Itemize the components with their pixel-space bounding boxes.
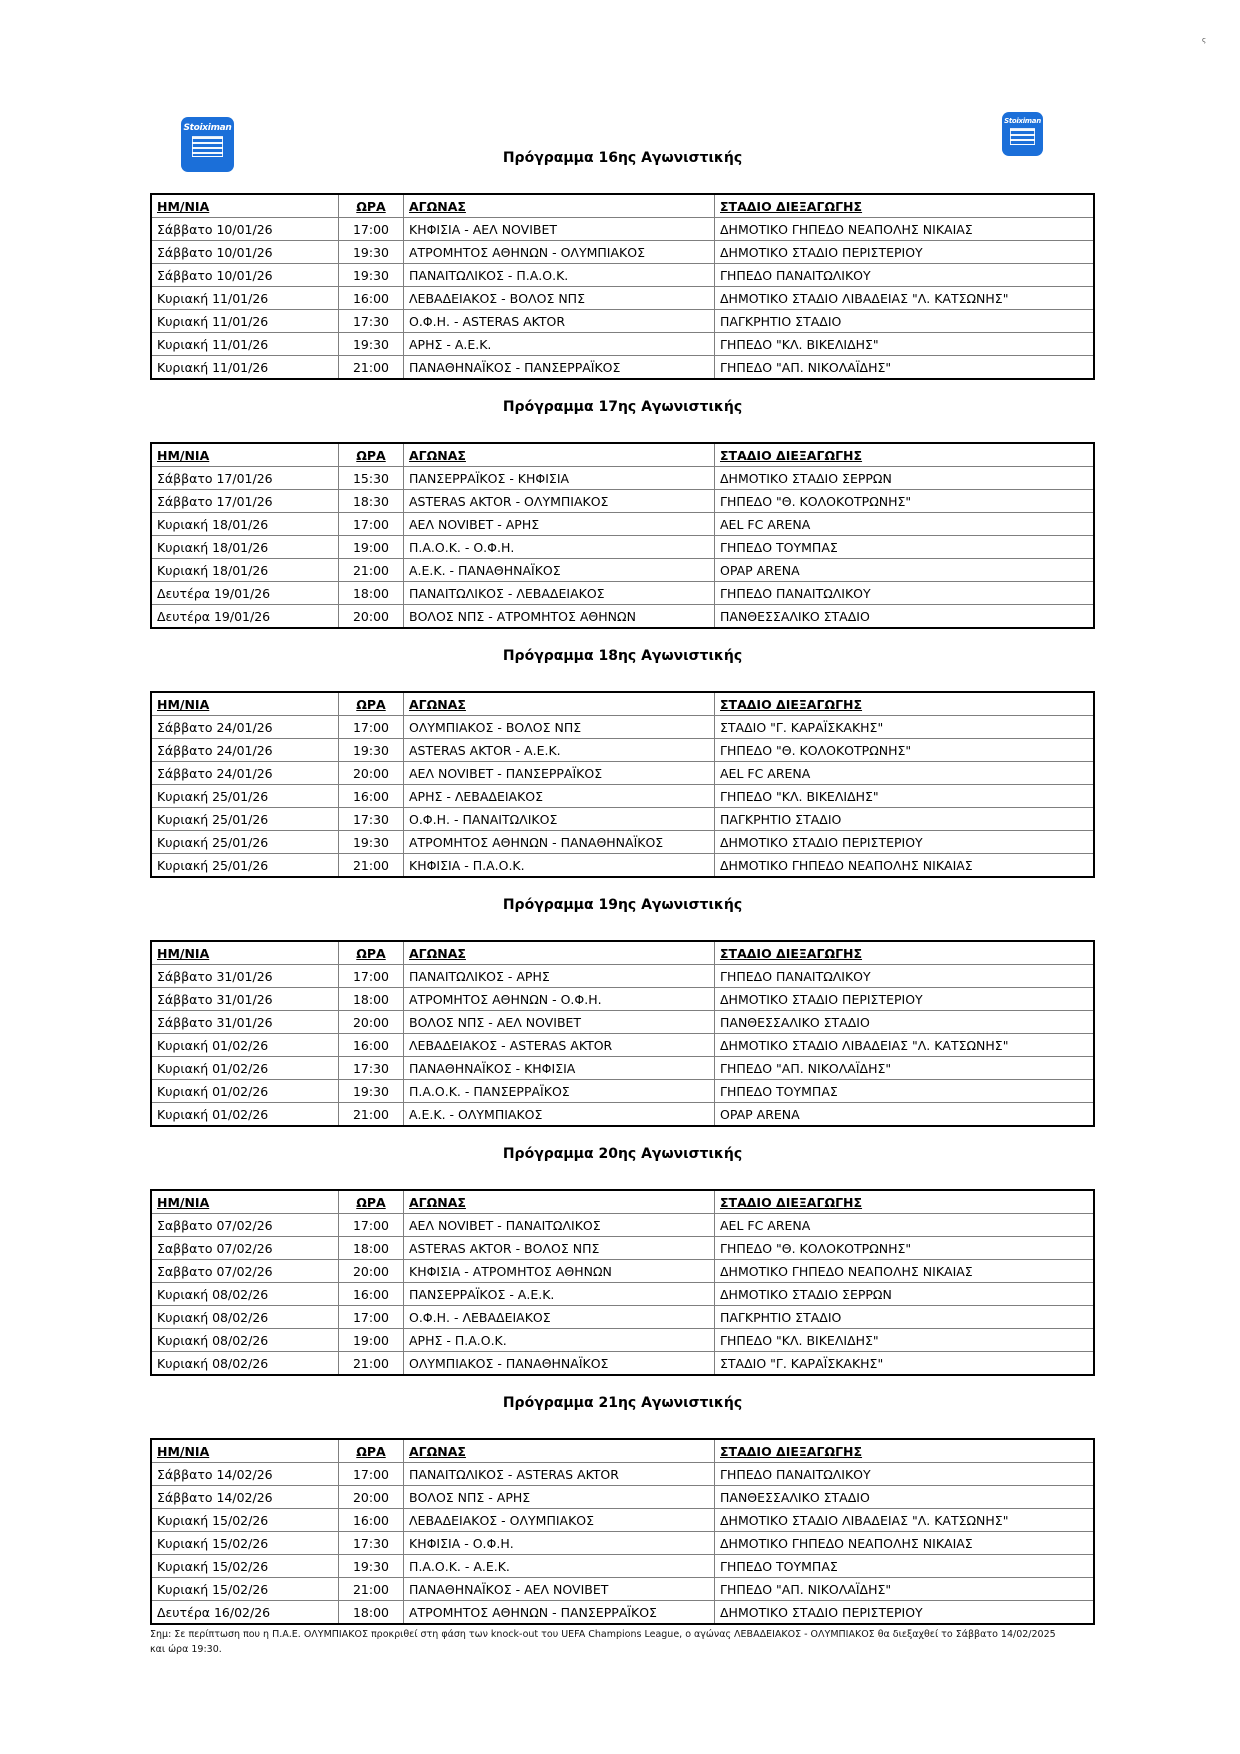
col-header-match: ΑΓΩΝΑΣ: [404, 1439, 715, 1463]
fixture-row: [151, 1214, 1094, 1237]
fixture-match-cell: Α.Ε.Κ. - ΟΛΥΜΠΙΑΚΟΣ: [404, 1103, 715, 1127]
fixture-time-cell: 19:30: [339, 264, 404, 287]
fixture-row: [151, 356, 1094, 380]
fixture-row: [151, 1463, 1094, 1486]
fixture-time-cell: 17:30: [339, 808, 404, 831]
col-header-time: ΩΡΑ: [339, 941, 404, 965]
fixture-date-cell: Σάββατο 10/01/26: [151, 241, 339, 264]
fixture-date-cell: Σάββατο 14/02/26: [151, 1486, 339, 1509]
fixture-stadium-cell: ΔΗΜΟΤΙΚΟ ΓΗΠΕΔΟ ΝΕΑΠΟΛΗΣ ΝΙΚΑΙΑΣ: [715, 854, 1095, 878]
fixture-time-cell: 19:30: [339, 739, 404, 762]
fixture-stadium-cell: ΠΑΝΘΕΣΣΑΛΙΚΟ ΣΤΑΔΙΟ: [715, 1486, 1095, 1509]
fixture-date-cell: Δευτέρα 16/02/26: [151, 1601, 339, 1625]
fixture-stadium-cell: AEL FC ARENA: [715, 513, 1095, 536]
section-title: Πρόγραμμα 17ης Αγωνιστικής: [502, 399, 743, 415]
fixture-row: [151, 1283, 1094, 1306]
fixture-stadium-cell: ΔΗΜΟΤΙΚΟ ΓΗΠΕΔΟ ΝΕΑΠΟΛΗΣ ΝΙΚΑΙΑΣ: [715, 1532, 1095, 1555]
matchday-section: [150, 1146, 1095, 1376]
fixture-stadium-cell: ΓΗΠΕΔΟ ΠΑΝΑΙΤΩΛΙΚΟΥ: [715, 1463, 1095, 1486]
header-row: [151, 443, 1094, 467]
fixture-match-cell: Ο.Φ.Η. - ΠΑΝΑΙΤΩΛΙΚΟΣ: [404, 808, 715, 831]
matchday-section: [150, 399, 1095, 629]
fixture-match-cell: ΑΤΡΟΜΗΤΟΣ ΑΘΗΝΩΝ - Ο.Φ.Η.: [404, 988, 715, 1011]
fixture-match-cell: ΛΕΒΑΔΕΙΑΚΟΣ - ASTERAS AKTOR: [404, 1034, 715, 1057]
fixture-time-cell: 19:30: [339, 831, 404, 854]
fixture-stadium-cell: ΓΗΠΕΔΟ "ΚΛ. ΒΙΚΕΛΙΔΗΣ": [715, 1329, 1095, 1352]
fixture-match-cell: Α.Ε.Κ. - ΠΑΝΑΘΗΝΑΪΚΟΣ: [404, 559, 715, 582]
fixture-time-cell: 16:00: [339, 785, 404, 808]
schedule-document: [150, 150, 1095, 1657]
fixture-row: [151, 218, 1094, 241]
fixture-match-cell: ΠΑΝΑΙΤΩΛΙΚΟΣ - Π.Α.Ο.Κ.: [404, 264, 715, 287]
fixture-stadium-cell: ΔΗΜΟΤΙΚΟ ΣΤΑΔΙΟ ΣΕΡΡΩΝ: [715, 1283, 1095, 1306]
fixture-time-cell: 18:00: [339, 1237, 404, 1260]
fixture-match-cell: Π.Α.Ο.Κ. - ΠΑΝΣΕΡΡΑΪΚΟΣ: [404, 1080, 715, 1103]
fixture-date-cell: Σάββατο 24/01/26: [151, 716, 339, 739]
fixture-match-cell: Ο.Φ.Η. - ΛΕΒΑΔΕΙΑΚΟΣ: [404, 1306, 715, 1329]
fixture-row: [151, 831, 1094, 854]
fixture-match-cell: ΑΡΗΣ - ΛΕΒΑΔΕΙΑΚΟΣ: [404, 785, 715, 808]
fixture-stadium-cell: ΔΗΜΟΤΙΚΟ ΣΤΑΔΙΟ ΠΕΡΙΣΤΕΡΙΟΥ: [715, 1601, 1095, 1625]
fixture-stadium-cell: ΔΗΜΟΤΙΚΟ ΣΤΑΔΙΟ ΠΕΡΙΣΤΕΡΙΟΥ: [715, 988, 1095, 1011]
fixture-time-cell: 15:30: [339, 467, 404, 490]
col-header-date: ΗΜ/ΝΙΑ: [151, 692, 339, 716]
col-header-match: ΑΓΩΝΑΣ: [404, 692, 715, 716]
fixture-time-cell: 17:00: [339, 716, 404, 739]
fixture-match-cell: Ο.Φ.Η. - ASTERAS AKTOR: [404, 310, 715, 333]
col-header-match: ΑΓΩΝΑΣ: [404, 1190, 715, 1214]
fixture-row: [151, 1601, 1094, 1625]
fixture-date-cell: Σάββατο 17/01/26: [151, 490, 339, 513]
fixture-time-cell: 21:00: [339, 1103, 404, 1127]
fixture-stadium-cell: ΓΗΠΕΔΟ "ΚΛ. ΒΙΚΕΛΙΔΗΣ": [715, 333, 1095, 356]
fixture-stadium-cell: ΔΗΜΟΤΙΚΟ ΣΤΑΔΙΟ ΛΙΒΑΔΕΙΑΣ "Λ. ΚΑΤΣΩΝΗΣ": [715, 1509, 1095, 1532]
fixture-stadium-cell: OPAP ARENA: [715, 1103, 1095, 1127]
fixture-time-cell: 19:30: [339, 1555, 404, 1578]
fixture-match-cell: ΑΕΛ NOVIBET - ΑΡΗΣ: [404, 513, 715, 536]
fixture-row: [151, 1555, 1094, 1578]
stoiximan-wordmark: Stoiximan: [183, 123, 232, 133]
fixture-stadium-cell: ΓΗΠΕΔΟ "Θ. ΚΟΛΟΚΟΤΡΩΝΗΣ": [715, 739, 1095, 762]
fixture-time-cell: 20:00: [339, 1260, 404, 1283]
fixture-stadium-cell: AEL FC ARENA: [715, 762, 1095, 785]
col-header-match: ΑΓΩΝΑΣ: [404, 443, 715, 467]
fixture-match-cell: ΚΗΦΙΣΙΑ - ΑΤΡΟΜΗΤΟΣ ΑΘΗΝΩΝ: [404, 1260, 715, 1283]
fixture-row: [151, 1352, 1094, 1376]
fixture-row: [151, 1034, 1094, 1057]
fixture-time-cell: 20:00: [339, 762, 404, 785]
section-title: Πρόγραμμα 16ης Αγωνιστικής: [502, 150, 743, 166]
fixture-row: [151, 467, 1094, 490]
fixture-stadium-cell: ΓΗΠΕΔΟ "ΑΠ. ΝΙΚΟΛΑΪΔΗΣ": [715, 356, 1095, 380]
header-row: [151, 1439, 1094, 1463]
fixture-row: [151, 1509, 1094, 1532]
fixture-date-cell: Σάββατο 31/01/26: [151, 965, 339, 988]
fixture-time-cell: 21:00: [339, 854, 404, 878]
fixture-date-cell: Σάββατο 17/01/26: [151, 467, 339, 490]
fixture-row: [151, 490, 1094, 513]
fixture-time-cell: 19:00: [339, 536, 404, 559]
fixture-date-cell: Κυριακή 01/02/26: [151, 1103, 339, 1127]
fixture-match-cell: ΑΕΛ NOVIBET - ΠΑΝΑΙΤΩΛΙΚΟΣ: [404, 1214, 715, 1237]
fixture-match-cell: ΚΗΦΙΣΙΑ - Ο.Φ.Η.: [404, 1532, 715, 1555]
col-header-date: ΗΜ/ΝΙΑ: [151, 194, 339, 218]
fixture-row: [151, 739, 1094, 762]
fixture-row: [151, 241, 1094, 264]
fixture-stadium-cell: ΔΗΜΟΤΙΚΟ ΣΤΑΔΙΟ ΠΕΡΙΣΤΕΡΙΟΥ: [715, 831, 1095, 854]
fixture-stadium-cell: ΠΑΓΚΡΗΤΙΟ ΣΤΑΔΙΟ: [715, 310, 1095, 333]
fixture-stadium-cell: ΠΑΓΚΡΗΤΙΟ ΣΤΑΔΙΟ: [715, 808, 1095, 831]
fixture-time-cell: 20:00: [339, 1011, 404, 1034]
fixture-row: [151, 1260, 1094, 1283]
fixture-date-cell: Σάββατο 24/01/26: [151, 762, 339, 785]
fixture-date-cell: Κυριακή 18/01/26: [151, 536, 339, 559]
fixture-date-cell: Σάββατο 10/01/26: [151, 218, 339, 241]
fixture-date-cell: Κυριακή 15/02/26: [151, 1555, 339, 1578]
header-row: [151, 692, 1094, 716]
col-header-match: ΑΓΩΝΑΣ: [404, 194, 715, 218]
fixture-stadium-cell: ΓΗΠΕΔΟ ΠΑΝΑΙΤΩΛΙΚΟΥ: [715, 582, 1095, 605]
fixture-row: [151, 605, 1094, 629]
fixture-stadium-cell: ΣΤΑΔΙΟ "Γ. ΚΑΡΑΪΣΚΑΚΗΣ": [715, 1352, 1095, 1376]
betting-slip-icon: [1010, 128, 1034, 145]
fixture-time-cell: 19:30: [339, 333, 404, 356]
fixture-time-cell: 19:30: [339, 241, 404, 264]
fixture-stadium-cell: ΓΗΠΕΔΟ ΤΟΥΜΠΑΣ: [715, 536, 1095, 559]
fixture-stadium-cell: ΠΑΓΚΡΗΤΙΟ ΣΤΑΔΙΟ: [715, 1306, 1095, 1329]
fixture-match-cell: ΒΟΛΟΣ ΝΠΣ - ΑΡΗΣ: [404, 1486, 715, 1509]
fixture-match-cell: ΟΛΥΜΠΙΑΚΟΣ - ΠΑΝΑΘΗΝΑΪΚΟΣ: [404, 1352, 715, 1376]
fixture-stadium-cell: ΓΗΠΕΔΟ "ΑΠ. ΝΙΚΟΛΑΪΔΗΣ": [715, 1057, 1095, 1080]
fixture-stadium-cell: ΠΑΝΘΕΣΣΑΛΙΚΟ ΣΤΑΔΙΟ: [715, 605, 1095, 629]
fixture-date-cell: Κυριακή 15/02/26: [151, 1532, 339, 1555]
fixture-date-cell: Σάββατο 10/01/26: [151, 264, 339, 287]
col-header-time: ΩΡΑ: [339, 1190, 404, 1214]
fixture-row: [151, 513, 1094, 536]
fixture-time-cell: 20:00: [339, 1486, 404, 1509]
header-row: [151, 941, 1094, 965]
fixture-match-cell: ΠΑΝΣΕΡΡΑΪΚΟΣ - Α.Ε.Κ.: [404, 1283, 715, 1306]
fixture-stadium-cell: ΣΤΑΔΙΟ "Γ. ΚΑΡΑΪΣΚΑΚΗΣ": [715, 716, 1095, 739]
fixture-match-cell: ASTERAS AKTOR - Α.Ε.Κ.: [404, 739, 715, 762]
fixture-match-cell: ΛΕΒΑΔΕΙΑΚΟΣ - ΒΟΛΟΣ ΝΠΣ: [404, 287, 715, 310]
fixture-date-cell: Κυριακή 11/01/26: [151, 287, 339, 310]
fixture-time-cell: 17:00: [339, 1306, 404, 1329]
fixture-match-cell: ΠΑΝΑΘΗΝΑΪΚΟΣ - ΠΑΝΣΕΡΡΑΪΚΟΣ: [404, 356, 715, 380]
matchday-section: [150, 1395, 1095, 1625]
fixture-time-cell: 16:00: [339, 1509, 404, 1532]
fixture-date-cell: Κυριακή 01/02/26: [151, 1057, 339, 1080]
fixture-row: [151, 1306, 1094, 1329]
fixture-row: [151, 310, 1094, 333]
fixture-time-cell: 17:00: [339, 965, 404, 988]
fixture-date-cell: Δευτέρα 19/01/26: [151, 605, 339, 629]
col-header-time: ΩΡΑ: [339, 443, 404, 467]
section-title: Πρόγραμμα 21ης Αγωνιστικής: [502, 1395, 743, 1411]
fixture-row: [151, 1237, 1094, 1260]
col-header-stadium: ΣΤΑΔΙΟ ΔΙΕΞΑΓΩΓΗΣ: [715, 692, 1095, 716]
fixture-match-cell: ΑΡΗΣ - Π.Α.Ο.Κ.: [404, 1329, 715, 1352]
fixtures-table: [150, 193, 1095, 380]
section-title: Πρόγραμμα 20ης Αγωνιστικής: [502, 1146, 743, 1162]
fixture-stadium-cell: ΓΗΠΕΔΟ ΠΑΝΑΙΤΩΛΙΚΟΥ: [715, 965, 1095, 988]
fixture-stadium-cell: OPAP ARENA: [715, 559, 1095, 582]
fixtures-table: [150, 691, 1095, 878]
fixture-date-cell: Σάββατο 14/02/26: [151, 1463, 339, 1486]
fixture-stadium-cell: ΔΗΜΟΤΙΚΟ ΣΤΑΔΙΟ ΠΕΡΙΣΤΕΡΙΟΥ: [715, 241, 1095, 264]
fixture-row: [151, 965, 1094, 988]
fixture-row: [151, 1532, 1094, 1555]
fixture-match-cell: ΑΤΡΟΜΗΤΟΣ ΑΘΗΝΩΝ - ΠΑΝΣΕΡΡΑΪΚΟΣ: [404, 1601, 715, 1625]
fixture-row: [151, 1057, 1094, 1080]
fixture-time-cell: 17:00: [339, 1214, 404, 1237]
fixture-row: [151, 785, 1094, 808]
fixture-match-cell: ΑΤΡΟΜΗΤΟΣ ΑΘΗΝΩΝ - ΠΑΝΑΘΗΝΑΪΚΟΣ: [404, 831, 715, 854]
fixture-time-cell: 16:00: [339, 1034, 404, 1057]
fixture-time-cell: 21:00: [339, 356, 404, 380]
fixture-time-cell: 18:00: [339, 582, 404, 605]
fixture-row: [151, 716, 1094, 739]
fixture-stadium-cell: ΔΗΜΟΤΙΚΟ ΣΤΑΔΙΟ ΛΙΒΑΔΕΙΑΣ "Λ. ΚΑΤΣΩΝΗΣ": [715, 1034, 1095, 1057]
fixture-date-cell: Κυριακή 25/01/26: [151, 854, 339, 878]
fixture-stadium-cell: ΓΗΠΕΔΟ ΤΟΥΜΠΑΣ: [715, 1555, 1095, 1578]
fixture-row: [151, 582, 1094, 605]
fixture-row: [151, 536, 1094, 559]
fixture-match-cell: ΠΑΝΑΙΤΩΛΙΚΟΣ - ΛΕΒΑΔΕΙΑΚΟΣ: [404, 582, 715, 605]
fixture-date-cell: Κυριακή 11/01/26: [151, 356, 339, 380]
fixture-time-cell: 17:00: [339, 218, 404, 241]
matchday-section: [150, 150, 1095, 380]
fixture-match-cell: ΠΑΝΣΕΡΡΑΪΚΟΣ - ΚΗΦΙΣΙΑ: [404, 467, 715, 490]
fixture-row: [151, 1329, 1094, 1352]
fixture-stadium-cell: ΔΗΜΟΤΙΚΟ ΓΗΠΕΔΟ ΝΕΑΠΟΛΗΣ ΝΙΚΑΙΑΣ: [715, 218, 1095, 241]
fixtures-table: [150, 940, 1095, 1127]
matchday-sections: [150, 150, 1095, 1625]
fixture-match-cell: Π.Α.Ο.Κ. - Α.Ε.Κ.: [404, 1555, 715, 1578]
col-header-stadium: ΣΤΑΔΙΟ ΔΙΕΞΑΓΩΓΗΣ: [715, 941, 1095, 965]
fixture-row: [151, 559, 1094, 582]
col-header-date: ΗΜ/ΝΙΑ: [151, 443, 339, 467]
fixture-time-cell: 17:30: [339, 310, 404, 333]
fixture-date-cell: Σάββατο 31/01/26: [151, 988, 339, 1011]
col-header-time: ΩΡΑ: [339, 194, 404, 218]
fixture-match-cell: ΑΡΗΣ - Α.Ε.Κ.: [404, 333, 715, 356]
page-corner-mark: ς: [1202, 36, 1207, 44]
footnote-line: και ώρα 19:30.: [150, 1644, 222, 1655]
fixture-stadium-cell: ΓΗΠΕΔΟ ΠΑΝΑΙΤΩΛΙΚΟΥ: [715, 264, 1095, 287]
fixture-match-cell: ASTERAS AKTOR - ΟΛΥΜΠΙΑΚΟΣ: [404, 490, 715, 513]
matchday-section: [150, 897, 1095, 1127]
fixture-date-cell: Κυριακή 08/02/26: [151, 1329, 339, 1352]
fixture-date-cell: Κυριακή 15/02/26: [151, 1509, 339, 1532]
fixture-date-cell: Κυριακή 18/01/26: [151, 559, 339, 582]
section-title: Πρόγραμμα 19ης Αγωνιστικής: [502, 897, 743, 913]
fixture-time-cell: 18:30: [339, 490, 404, 513]
fixture-date-cell: Κυριακή 08/02/26: [151, 1352, 339, 1376]
fixture-match-cell: ΛΕΒΑΔΕΙΑΚΟΣ - ΟΛΥΜΠΙΑΚΟΣ: [404, 1509, 715, 1532]
fixture-time-cell: 21:00: [339, 1352, 404, 1376]
fixtures-table: [150, 1438, 1095, 1625]
fixture-time-cell: 19:30: [339, 1080, 404, 1103]
fixture-date-cell: Δευτέρα 19/01/26: [151, 582, 339, 605]
fixture-date-cell: Σαββατο 07/02/26: [151, 1214, 339, 1237]
col-header-stadium: ΣΤΑΔΙΟ ΔΙΕΞΑΓΩΓΗΣ: [715, 1190, 1095, 1214]
fixture-date-cell: Κυριακή 25/01/26: [151, 831, 339, 854]
fixture-date-cell: Κυριακή 01/02/26: [151, 1080, 339, 1103]
col-header-date: ΗΜ/ΝΙΑ: [151, 1190, 339, 1214]
fixture-time-cell: 21:00: [339, 559, 404, 582]
fixture-stadium-cell: ΓΗΠΕΔΟ "Θ. ΚΟΛΟΚΟΤΡΩΝΗΣ": [715, 1237, 1095, 1260]
fixture-date-cell: Κυριακή 15/02/26: [151, 1578, 339, 1601]
fixture-row: [151, 1080, 1094, 1103]
fixture-time-cell: 17:30: [339, 1057, 404, 1080]
fixture-date-cell: Κυριακή 11/01/26: [151, 310, 339, 333]
fixture-match-cell: ΒΟΛΟΣ ΝΠΣ - ΑΕΛ NOVIBET: [404, 1011, 715, 1034]
fixture-row: [151, 1578, 1094, 1601]
fixture-match-cell: ASTERAS AKTOR - ΒΟΛΟΣ ΝΠΣ: [404, 1237, 715, 1260]
fixture-row: [151, 808, 1094, 831]
fixture-date-cell: Κυριακή 18/01/26: [151, 513, 339, 536]
col-header-date: ΗΜ/ΝΙΑ: [151, 1439, 339, 1463]
col-header-time: ΩΡΑ: [339, 692, 404, 716]
fixture-match-cell: ΠΑΝΑΙΤΩΛΙΚΟΣ - ASTERAS AKTOR: [404, 1463, 715, 1486]
col-header-time: ΩΡΑ: [339, 1439, 404, 1463]
fixture-row: [151, 1486, 1094, 1509]
fixture-time-cell: 18:00: [339, 988, 404, 1011]
fixture-match-cell: ΑΤΡΟΜΗΤΟΣ ΑΘΗΝΩΝ - ΟΛΥΜΠΙΑΚΟΣ: [404, 241, 715, 264]
fixture-date-cell: Κυριακή 25/01/26: [151, 808, 339, 831]
footnote-line: Σημ: Σε περίπτωση που η Π.Α.Ε. ΟΛΥΜΠΙΑΚΟΣ προκριθεί στη φάση των knock-out του UEFA Champions League, ο αγώνας ΛΕΒΑΔΕΙΑΚΟΣ - ΟΛΥΜΠΙΑΚΟΣ θα διεξαχθεί το Σάββατο 14/02/2025: [150, 1629, 1056, 1640]
fixture-date-cell: Κυριακή 08/02/26: [151, 1283, 339, 1306]
matchday-section: [150, 648, 1095, 878]
fixtures-table: [150, 442, 1095, 629]
fixture-match-cell: ΑΕΛ NOVIBET - ΠΑΝΣΕΡΡΑΪΚΟΣ: [404, 762, 715, 785]
fixture-match-cell: ΒΟΛΟΣ ΝΠΣ - ΑΤΡΟΜΗΤΟΣ ΑΘΗΝΩΝ: [404, 605, 715, 629]
fixture-date-cell: Κυριακή 01/02/26: [151, 1034, 339, 1057]
fixture-match-cell: ΟΛΥΜΠΙΑΚΟΣ - ΒΟΛΟΣ ΝΠΣ: [404, 716, 715, 739]
fixture-time-cell: 18:00: [339, 1601, 404, 1625]
section-title: Πρόγραμμα 18ης Αγωνιστικής: [502, 648, 743, 664]
fixture-time-cell: 21:00: [339, 1578, 404, 1601]
fixture-row: [151, 988, 1094, 1011]
fixture-date-cell: Κυριακή 08/02/26: [151, 1306, 339, 1329]
fixture-stadium-cell: ΠΑΝΘΕΣΣΑΛΙΚΟ ΣΤΑΔΙΟ: [715, 1011, 1095, 1034]
fixture-match-cell: ΚΗΦΙΣΙΑ - ΑΕΛ NOVIBET: [404, 218, 715, 241]
fixture-row: [151, 854, 1094, 878]
fixture-match-cell: ΠΑΝΑΘΗΝΑΪΚΟΣ - ΑΕΛ NOVIBET: [404, 1578, 715, 1601]
col-header-stadium: ΣΤΑΔΙΟ ΔΙΕΞΑΓΩΓΗΣ: [715, 1439, 1095, 1463]
footnote: [150, 1627, 1095, 1657]
fixture-date-cell: Σάββατο 24/01/26: [151, 739, 339, 762]
fixture-row: [151, 762, 1094, 785]
fixture-row: [151, 264, 1094, 287]
fixture-row: [151, 287, 1094, 310]
fixture-date-cell: Κυριακή 25/01/26: [151, 785, 339, 808]
fixture-stadium-cell: ΓΗΠΕΔΟ ΤΟΥΜΠΑΣ: [715, 1080, 1095, 1103]
fixture-time-cell: 17:00: [339, 513, 404, 536]
fixture-row: [151, 333, 1094, 356]
fixture-stadium-cell: ΔΗΜΟΤΙΚΟ ΓΗΠΕΔΟ ΝΕΑΠΟΛΗΣ ΝΙΚΑΙΑΣ: [715, 1260, 1095, 1283]
header-row: [151, 1190, 1094, 1214]
col-header-stadium: ΣΤΑΔΙΟ ΔΙΕΞΑΓΩΓΗΣ: [715, 443, 1095, 467]
fixture-time-cell: 17:00: [339, 1463, 404, 1486]
fixture-time-cell: 20:00: [339, 605, 404, 629]
fixture-match-cell: ΚΗΦΙΣΙΑ - Π.Α.Ο.Κ.: [404, 854, 715, 878]
fixture-stadium-cell: ΔΗΜΟΤΙΚΟ ΣΤΑΔΙΟ ΣΕΡΡΩΝ: [715, 467, 1095, 490]
fixture-stadium-cell: ΓΗΠΕΔΟ "Θ. ΚΟΛΟΚΟΤΡΩΝΗΣ": [715, 490, 1095, 513]
header-row: [151, 194, 1094, 218]
col-header-date: ΗΜ/ΝΙΑ: [151, 941, 339, 965]
fixture-stadium-cell: ΓΗΠΕΔΟ "ΑΠ. ΝΙΚΟΛΑΪΔΗΣ": [715, 1578, 1095, 1601]
stoiximan-wordmark: Stoiximan: [1004, 117, 1041, 125]
fixture-time-cell: 16:00: [339, 1283, 404, 1306]
fixture-match-cell: ΠΑΝΑΘΗΝΑΪΚΟΣ - ΚΗΦΙΣΙΑ: [404, 1057, 715, 1080]
fixtures-table: [150, 1189, 1095, 1376]
fixture-date-cell: Κυριακή 11/01/26: [151, 333, 339, 356]
fixture-match-cell: ΠΑΝΑΙΤΩΛΙΚΟΣ - ΑΡΗΣ: [404, 965, 715, 988]
fixture-date-cell: Σαββατο 07/02/26: [151, 1260, 339, 1283]
fixture-row: [151, 1103, 1094, 1127]
fixture-date-cell: Σάββατο 31/01/26: [151, 1011, 339, 1034]
fixture-match-cell: Π.Α.Ο.Κ. - Ο.Φ.Η.: [404, 536, 715, 559]
col-header-match: ΑΓΩΝΑΣ: [404, 941, 715, 965]
fixture-time-cell: 19:00: [339, 1329, 404, 1352]
fixture-stadium-cell: AEL FC ARENA: [715, 1214, 1095, 1237]
fixture-time-cell: 16:00: [339, 287, 404, 310]
fixture-row: [151, 1011, 1094, 1034]
fixture-stadium-cell: ΔΗΜΟΤΙΚΟ ΣΤΑΔΙΟ ΛΙΒΑΔΕΙΑΣ "Λ. ΚΑΤΣΩΝΗΣ": [715, 287, 1095, 310]
fixture-stadium-cell: ΓΗΠΕΔΟ "ΚΛ. ΒΙΚΕΛΙΔΗΣ": [715, 785, 1095, 808]
fixture-date-cell: Σαββατο 07/02/26: [151, 1237, 339, 1260]
col-header-stadium: ΣΤΑΔΙΟ ΔΙΕΞΑΓΩΓΗΣ: [715, 194, 1095, 218]
fixture-time-cell: 17:30: [339, 1532, 404, 1555]
